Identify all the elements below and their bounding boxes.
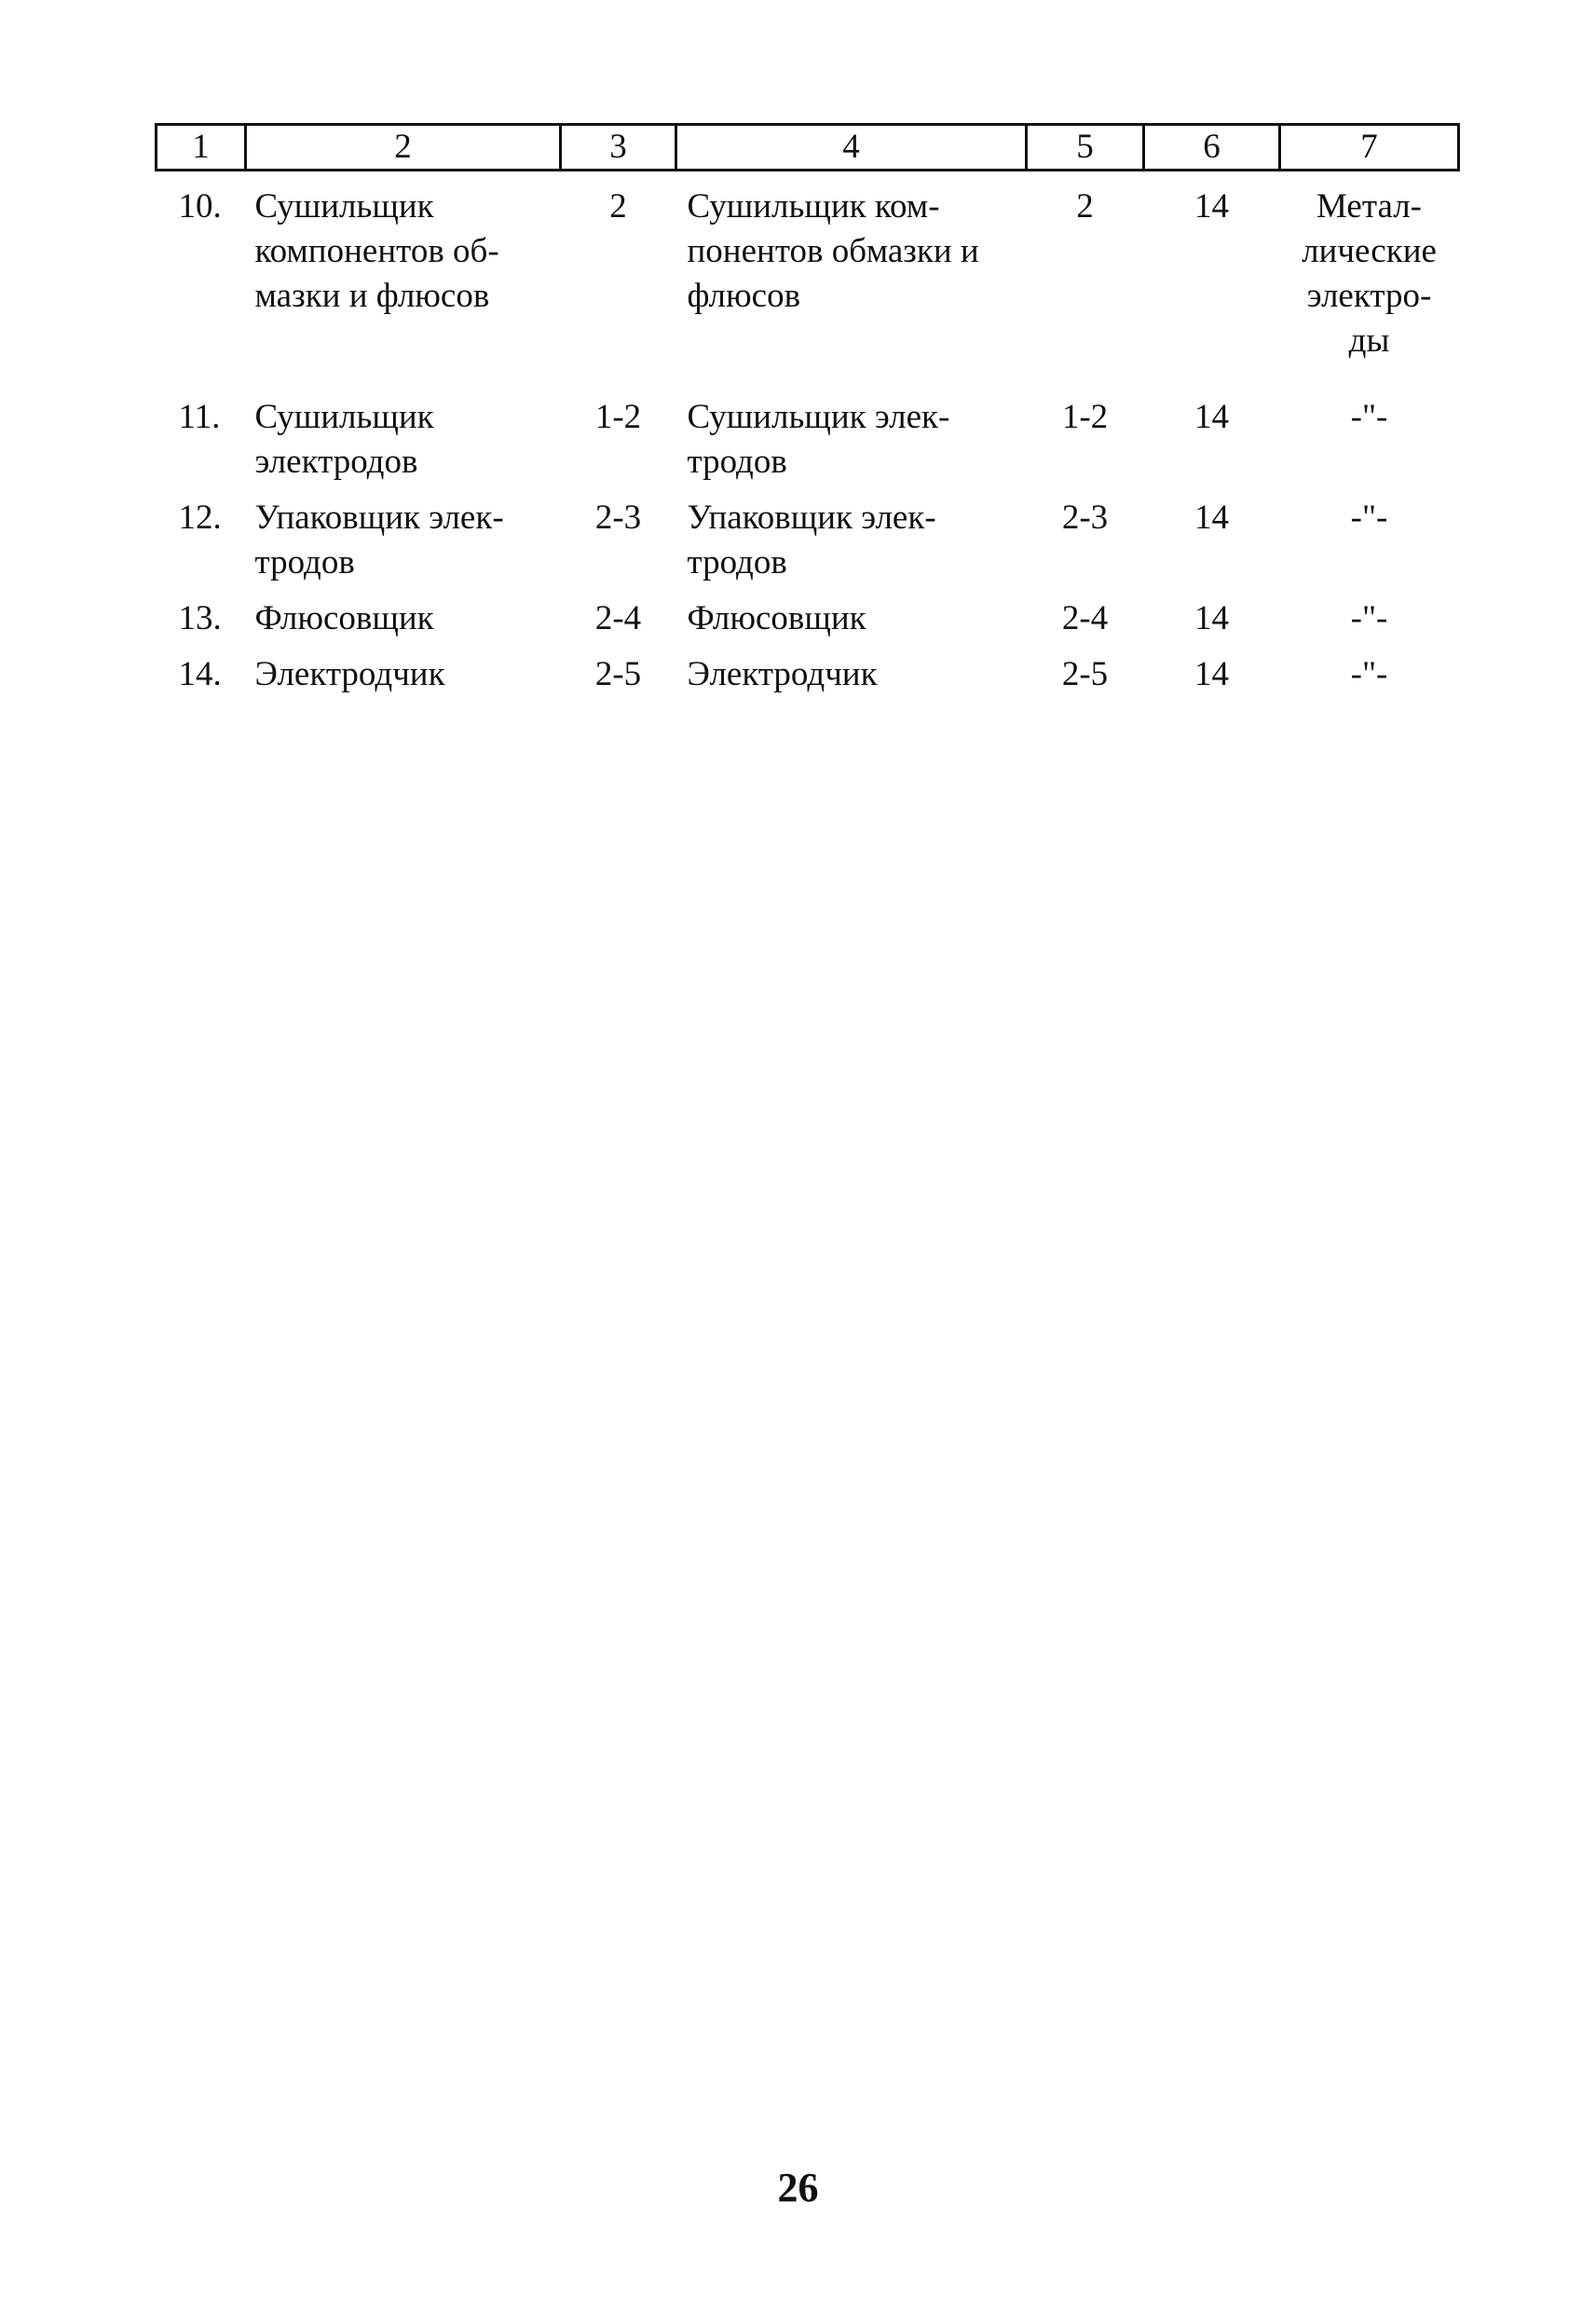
- etks-profession-name: [676, 171, 1027, 385]
- issue-number: 14: [1194, 655, 1229, 693]
- etks-profession-name: [676, 384, 1027, 485]
- row-number: 10.: [178, 187, 222, 226]
- profession-name-line: тродов: [254, 543, 355, 581]
- page-number: 26: [777, 2165, 819, 2210]
- profession-name-line: Сушильщик: [254, 398, 434, 436]
- profession-name: [246, 641, 561, 697]
- note-line: -"-: [1350, 655, 1388, 693]
- etks-profession-name: [676, 485, 1027, 585]
- row-number: 12.: [178, 499, 222, 537]
- note: [1280, 384, 1459, 485]
- profession-name-line: Упаковщик элек-: [254, 499, 504, 537]
- profession-name-line: Флюсовщик: [254, 599, 434, 637]
- profession-name-line: электродов: [254, 443, 418, 481]
- etks-profession-name-line: Сушильщик элек-: [687, 398, 950, 436]
- table-row: [157, 641, 1459, 697]
- grade-range: 2-5: [594, 655, 642, 693]
- etks-grade-range: 2-4: [1061, 599, 1109, 637]
- etks-profession-name: [676, 585, 1027, 641]
- column-number-7: 7: [1280, 125, 1459, 171]
- grade-range: 2: [609, 187, 627, 226]
- column-number-5: 5: [1027, 125, 1144, 171]
- column-number-2: 2: [246, 125, 561, 171]
- etks-profession-name-line: Сушильщик ком-: [687, 187, 940, 226]
- note-line: -"-: [1350, 599, 1388, 637]
- note-line: -"-: [1350, 398, 1388, 436]
- table-row: [157, 585, 1459, 641]
- etks-profession-name-line: флюсов: [687, 277, 801, 315]
- profession-name: [246, 171, 561, 385]
- profession-name-line: Электродчик: [254, 655, 445, 693]
- issue-number: 14: [1194, 398, 1229, 436]
- column-number-3: 3: [561, 125, 676, 171]
- etks-profession-name-line: понентов обмазки и: [687, 232, 979, 270]
- note: [1280, 485, 1459, 585]
- column-number-6: 6: [1144, 125, 1280, 171]
- note-line: ды: [1348, 321, 1390, 360]
- table-row: [157, 485, 1459, 585]
- issue-number: 14: [1194, 187, 1229, 226]
- grade-range: 2-3: [594, 499, 642, 537]
- row-number: 13.: [178, 599, 222, 637]
- table-header-row: [157, 125, 1459, 171]
- note-line: электро-: [1306, 277, 1432, 315]
- etks-profession-name-line: тродов: [687, 443, 787, 481]
- issue-number: 14: [1194, 499, 1229, 537]
- etks-profession-name-line: Электродчик: [687, 655, 878, 693]
- column-number-4: 4: [676, 125, 1027, 171]
- grade-range: 1-2: [594, 398, 642, 436]
- note-line: Метал-: [1316, 187, 1422, 226]
- issue-number: 14: [1194, 599, 1229, 637]
- etks-profession-name-line: Упаковщик элек-: [687, 499, 936, 537]
- etks-grade-range: 2: [1076, 187, 1094, 226]
- etks-grade-range: 2-5: [1061, 655, 1109, 693]
- profession-table: [155, 123, 1460, 697]
- profession-name: [246, 485, 561, 585]
- note-line: лические: [1302, 232, 1437, 270]
- etks-grade-range: 2-3: [1061, 499, 1109, 537]
- note: [1280, 585, 1459, 641]
- profession-name: [246, 585, 561, 641]
- profession-name-line: мазки и флюсов: [254, 277, 490, 315]
- etks-profession-name-line: тродов: [687, 543, 787, 581]
- table-row: [157, 384, 1459, 485]
- note-line: -"-: [1350, 499, 1388, 537]
- profession-name: [246, 384, 561, 485]
- table-row: [157, 171, 1459, 385]
- row-number: 11.: [178, 398, 221, 436]
- etks-profession-name: [676, 641, 1027, 697]
- row-number: 14.: [178, 655, 222, 693]
- profession-name-line: компонентов об-: [254, 232, 499, 270]
- grade-range: 2-4: [594, 599, 642, 637]
- column-number-1: 1: [157, 125, 246, 171]
- etks-grade-range: 1-2: [1061, 398, 1109, 436]
- etks-profession-name-line: Флюсовщик: [687, 599, 866, 637]
- note: [1280, 171, 1459, 385]
- profession-name-line: Сушильщик: [254, 187, 434, 226]
- note: [1280, 641, 1459, 697]
